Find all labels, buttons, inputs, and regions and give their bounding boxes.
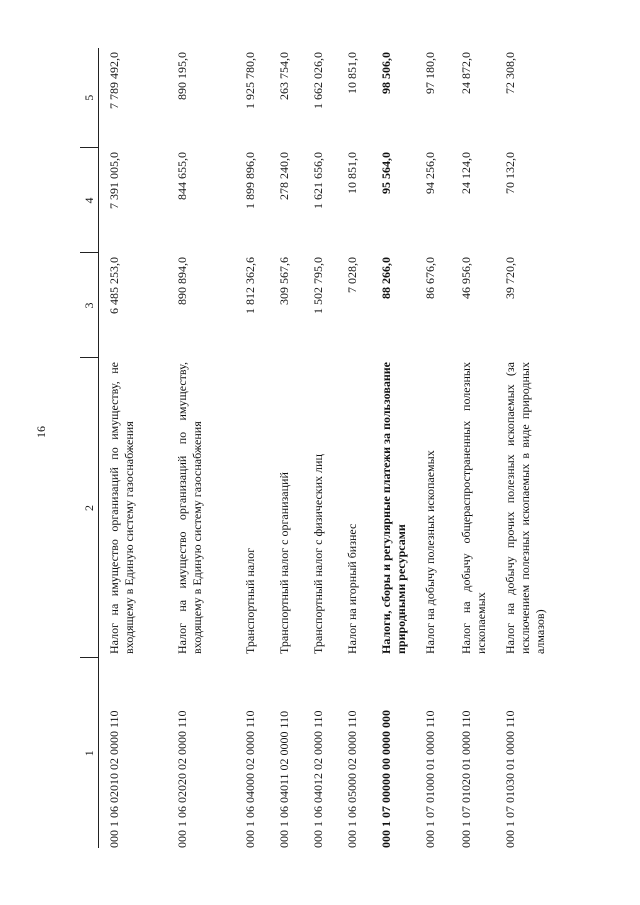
value-col3: 46 956,0: [459, 257, 473, 299]
revenue-name: Транспортный налог: [243, 547, 257, 654]
budget-code: 000 1 07 01020 01 0000 110: [459, 710, 473, 848]
value-col4: 24 124,0: [459, 152, 473, 194]
value-col3: 6 485 253,0: [107, 257, 121, 314]
value-col5: 1 925 780,0: [243, 52, 257, 109]
revenue-table-rotated: [80, 48, 560, 848]
value-col3: 890 894,0: [175, 257, 189, 305]
table-header-row: [80, 48, 99, 848]
revenue-name: Налоги, сборы и регулярные платежи за пользование природными ресурсами: [379, 362, 408, 654]
value-col5: 98 506,0: [379, 52, 393, 94]
value-col4: 278 240,0: [277, 152, 291, 200]
value-col4: 94 256,0: [423, 152, 437, 194]
column-header: 3: [80, 253, 99, 358]
value-col5: 24 872,0: [459, 52, 473, 94]
budget-code: 000 1 06 04000 02 0000 110: [243, 710, 257, 848]
budget-code: 000 1 07 00000 00 0000 000: [379, 710, 393, 848]
revenue-name: Транспортный налог с физических лиц: [311, 454, 325, 654]
table-row: [451, 48, 495, 848]
value-col4: 10 851,0: [345, 152, 359, 194]
table-row: [303, 48, 337, 848]
value-col5: 1 662 026,0: [311, 52, 325, 109]
table-row-section-total: [371, 48, 415, 848]
revenue-name: Налог на имущество организаций по имуществу, входящему в Единую систему газоснабжения: [175, 362, 204, 654]
value-col3: 86 676,0: [423, 257, 437, 299]
page-number: 16: [34, 426, 48, 438]
budget-code: 000 1 06 02010 02 0000 110: [107, 710, 121, 848]
value-col3: 88 266,0: [379, 257, 393, 299]
value-col3: 7 028,0: [345, 257, 359, 293]
value-col4: 1 899 896,0: [243, 152, 257, 209]
table-row: [269, 48, 303, 848]
revenue-name: Налог на добычу полезных ископаемых: [423, 450, 437, 654]
revenue-name: Транспортный налог с организаций: [277, 472, 291, 654]
value-col5: 72 308,0: [503, 52, 517, 94]
value-col3: 1 812 362,6: [243, 257, 257, 314]
value-col4: 1 621 656,0: [311, 152, 325, 209]
value-col3: 1 502 795,0: [311, 257, 325, 314]
revenue-name: Налог на игорный бизнес: [345, 523, 359, 654]
value-col5: 263 754,0: [277, 52, 291, 100]
column-header: 1: [80, 658, 99, 848]
table-row: [99, 48, 168, 848]
value-col4: 7 391 005,0: [107, 152, 121, 209]
value-col5: 97 180,0: [423, 52, 437, 94]
budget-code: 000 1 06 02020 02 0000 110: [175, 710, 189, 848]
column-header: 5: [80, 48, 99, 148]
budget-code: 000 1 07 01030 01 0000 110: [503, 710, 517, 848]
value-col4: 844 655,0: [175, 152, 189, 200]
budget-code: 000 1 06 04012 02 0000 110: [311, 710, 325, 848]
table-row: [495, 48, 563, 848]
value-col5: 10 851,0: [345, 52, 359, 94]
value-col4: 95 564,0: [379, 152, 393, 194]
budget-code: 000 1 06 04011 02 0000 110: [277, 710, 291, 848]
value-col4: 70 132,0: [503, 152, 517, 194]
revenue-table: [80, 48, 563, 848]
value-col5: 7 789 492,0: [107, 52, 121, 109]
value-col5: 890 195,0: [175, 52, 189, 100]
budget-code: 000 1 06 05000 02 0000 110: [345, 710, 359, 848]
revenue-name: Налог на добычу прочих полезных ископаемых (за исключением полезных ископаемых в виде природных алмазов): [503, 362, 547, 654]
revenue-name: Налог на добычу общераспространенных полезных ископаемых: [459, 362, 488, 654]
value-col3: 309 567,6: [277, 257, 291, 305]
budget-code: 000 1 07 01000 01 0000 110: [423, 710, 437, 848]
table-row: [235, 48, 269, 848]
table-row: [415, 48, 451, 848]
table-row: [337, 48, 371, 848]
table-row: [167, 48, 235, 848]
value-col3: 39 720,0: [503, 257, 517, 299]
revenue-name: Налог на имущество организаций по имуществу, не входящему в Единую систему газоснабжения: [107, 362, 136, 654]
column-header: 2: [80, 358, 99, 658]
column-header: 4: [80, 148, 99, 253]
